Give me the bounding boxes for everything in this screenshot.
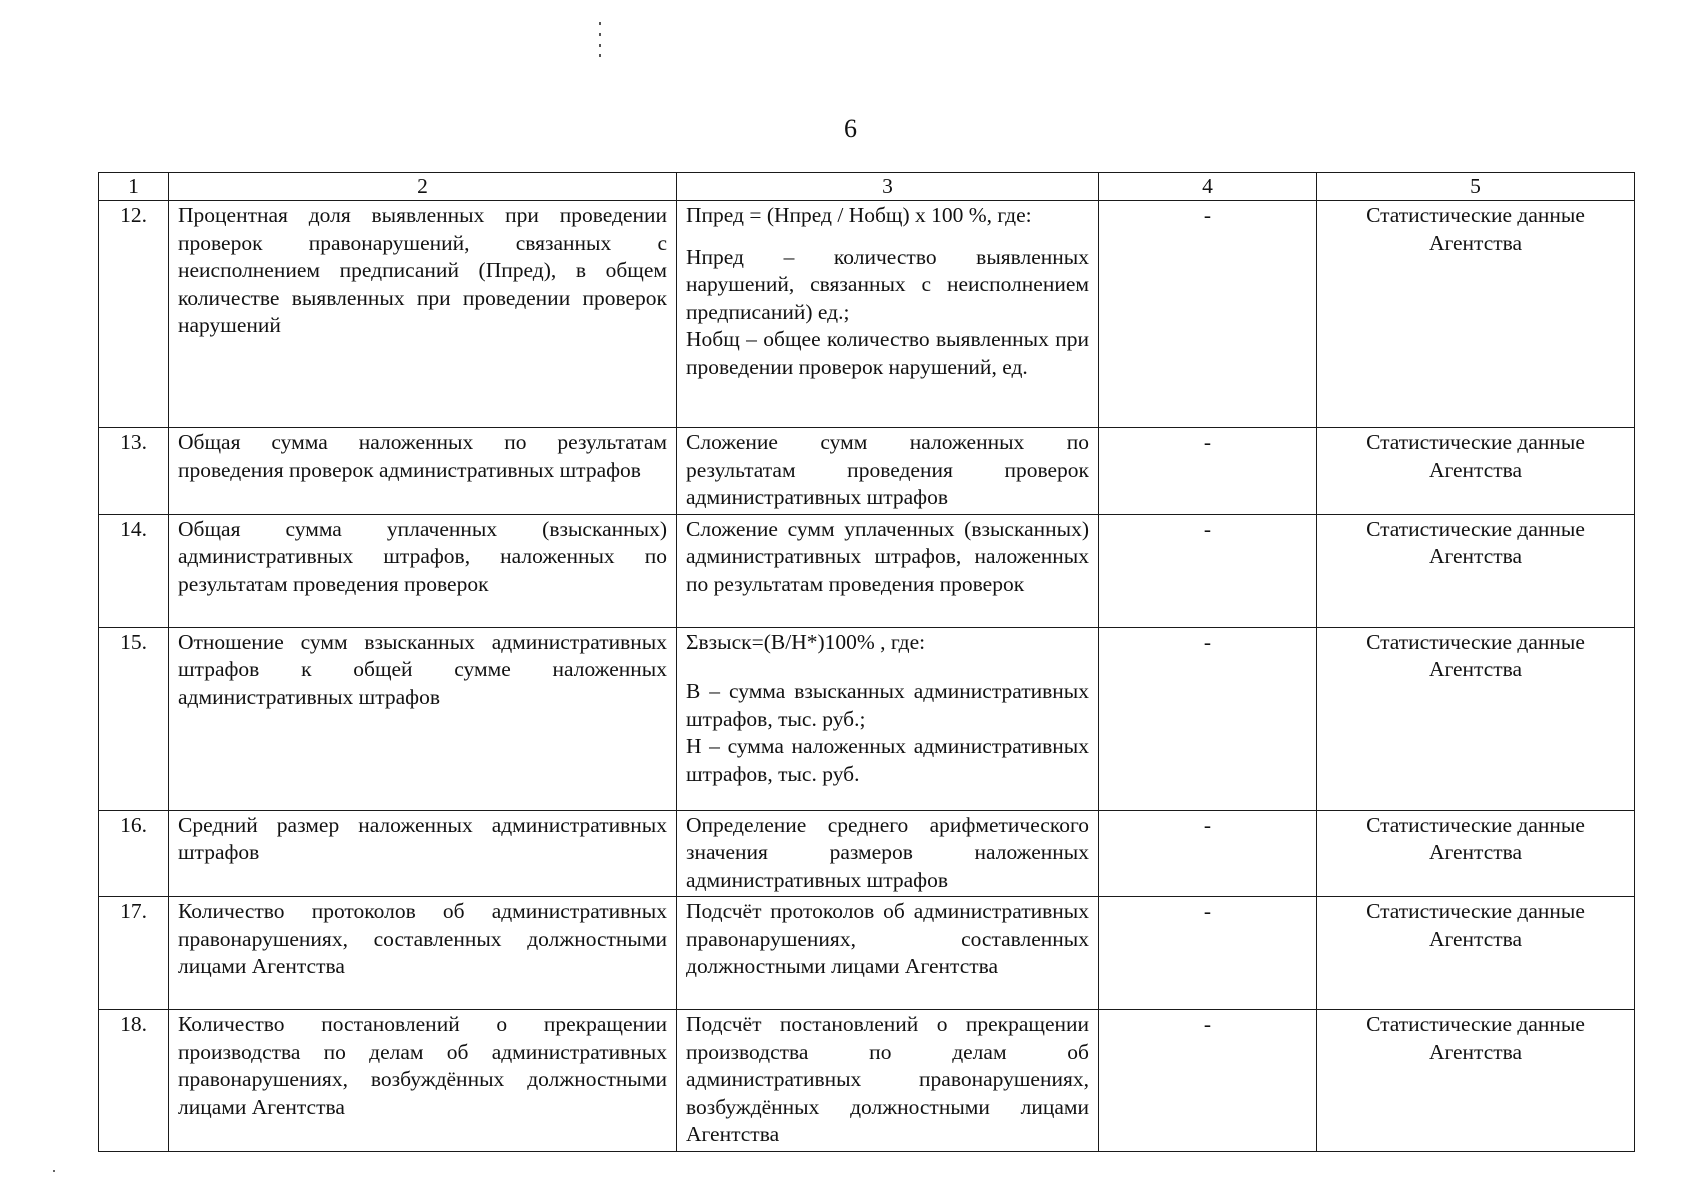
formula-definition: Нобщ – общее количество выявленных при проведении проверок нарушений, ед. bbox=[686, 327, 1089, 379]
data-source: Статистические данные Агентства bbox=[1317, 201, 1635, 428]
table-row bbox=[99, 897, 1635, 1010]
scan-dot bbox=[53, 1170, 55, 1172]
calculation-method: Подсчёт постановлений о прекращении производства по делам об административных правонарушениях, возбуждённых должностными лицами Агентства bbox=[677, 1010, 1099, 1152]
formula: Σвзыск=(В/Н*)100% , где: bbox=[686, 629, 926, 654]
row-number: 18. bbox=[99, 1010, 169, 1152]
formula-definition: Н – сумма наложенных административных штрафов, тыс. руб. bbox=[686, 734, 1089, 786]
data-source: Статистические данные Агентства bbox=[1317, 810, 1635, 897]
header-cell: 2 bbox=[169, 173, 677, 201]
table-row bbox=[99, 514, 1635, 627]
table-row bbox=[99, 810, 1635, 897]
data-source: Статистические данные Агентства bbox=[1317, 428, 1635, 515]
header-cell: 1 bbox=[99, 173, 169, 201]
table-row bbox=[99, 1010, 1635, 1152]
row-number: 16. bbox=[99, 810, 169, 897]
indicator-name: Количество протоколов об административных правонарушениях, составленных должностными лицами Агентства bbox=[169, 897, 677, 1010]
column-4-value: - bbox=[1099, 514, 1317, 627]
indicator-name: Общая сумма уплаченных (взысканных) административных штрафов, наложенных по результатам проведения проверок bbox=[169, 514, 677, 627]
calculation-method: Определение среднего арифметического значения размеров наложенных административных штрафов bbox=[677, 810, 1099, 897]
header-cell: 4 bbox=[1099, 173, 1317, 201]
row-number: 17. bbox=[99, 897, 169, 1010]
table-row bbox=[99, 428, 1635, 515]
indicators-table bbox=[98, 172, 1635, 1152]
scan-mark bbox=[598, 22, 602, 58]
data-source: Статистические данные Агентства bbox=[1317, 897, 1635, 1010]
table-row bbox=[99, 627, 1635, 810]
calculation-method bbox=[677, 201, 1099, 428]
column-4-value: - bbox=[1099, 627, 1317, 810]
column-4-value: - bbox=[1099, 1010, 1317, 1152]
column-4-value: - bbox=[1099, 897, 1317, 1010]
indicator-name: Средний размер наложенных административных штрафов bbox=[169, 810, 677, 897]
data-source: Статистические данные Агентства bbox=[1317, 1010, 1635, 1152]
table-row bbox=[99, 201, 1635, 428]
row-number: 12. bbox=[99, 201, 169, 428]
formula: Ппред = (Нпред / Нобщ) x 100 %, где: bbox=[686, 203, 1032, 227]
data-source: Статистические данные Агентства bbox=[1317, 627, 1635, 810]
formula-definition: В – сумма взысканных административных штрафов, тыс. руб.; bbox=[686, 679, 1089, 731]
calculation-method: Подсчёт протоколов об административных правонарушениях, составленных должностными лицами Агентства bbox=[677, 897, 1099, 1010]
indicator-name: Процентная доля выявленных при проведении проверок правонарушений, связанных с неисполнением предписаний (Ппред), в общем количестве выявленных при проведении проверок нарушений bbox=[169, 201, 677, 428]
formula-definition: Нпред – количество выявленных нарушений, связанных с неисполнением предписаний) ед.; bbox=[686, 244, 1089, 324]
indicator-name: Количество постановлений о прекращении производства по делам об административных правонарушениях, возбуждённых должностными лицами Агентства bbox=[169, 1010, 677, 1152]
column-4-value: - bbox=[1099, 201, 1317, 428]
row-number: 13. bbox=[99, 428, 169, 515]
header-cell: 5 bbox=[1317, 173, 1635, 201]
indicator-name: Общая сумма наложенных по результатам проведения проверок административных штрафов bbox=[169, 428, 677, 515]
column-4-value: - bbox=[1099, 810, 1317, 897]
calculation-method: Сложение сумм наложенных по результатам проведения проверок административных штрафов bbox=[677, 428, 1099, 515]
column-4-value: - bbox=[1099, 428, 1317, 515]
data-source: Статистические данные Агентства bbox=[1317, 514, 1635, 627]
page-number: 6 bbox=[844, 114, 857, 143]
table-header-row bbox=[99, 173, 1635, 201]
header-cell: 3 bbox=[677, 173, 1099, 201]
row-number: 14. bbox=[99, 514, 169, 627]
calculation-method: Сложение сумм уплаченных (взысканных) административных штрафов, наложенных по результатам проведения проверок bbox=[677, 514, 1099, 627]
row-number: 15. bbox=[99, 627, 169, 810]
indicator-name: Отношение сумм взысканных административных штрафов к общей сумме наложенных административных штрафов bbox=[169, 627, 677, 810]
calculation-method bbox=[677, 627, 1099, 810]
